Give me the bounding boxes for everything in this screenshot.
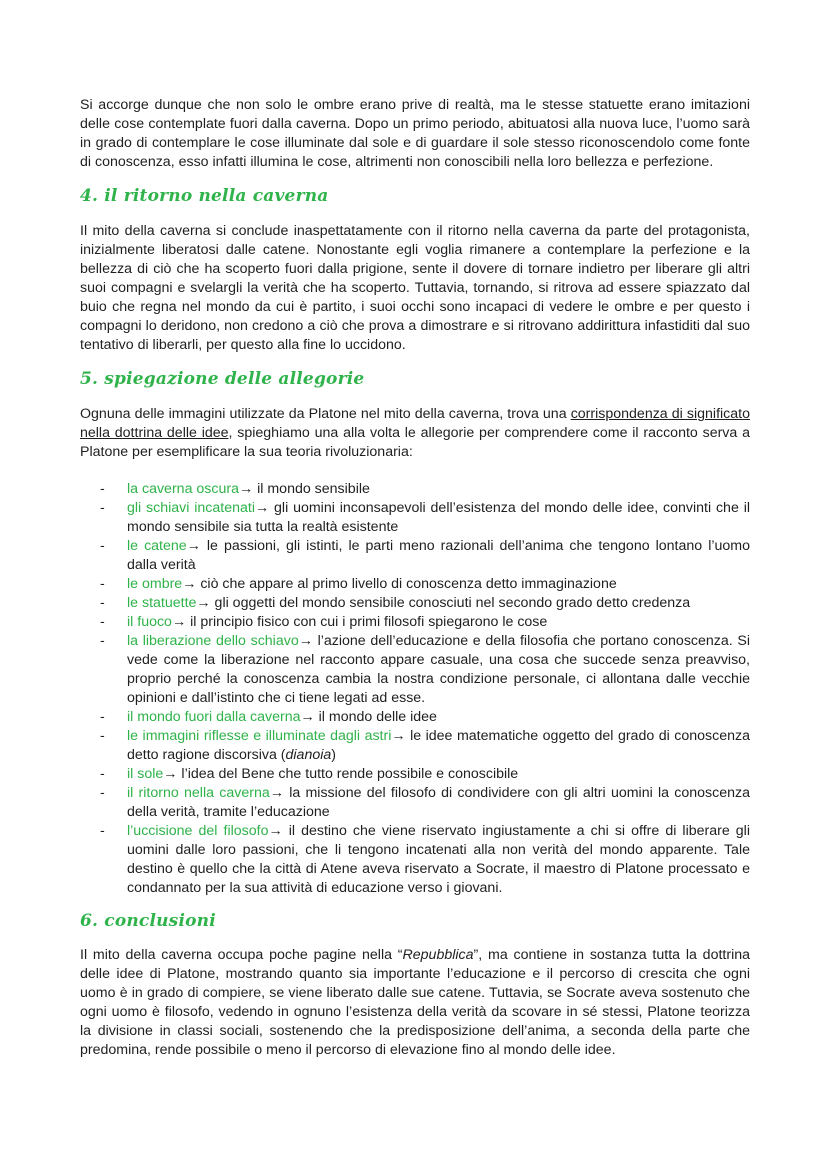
allegory-term: le statuette (127, 595, 197, 611)
allegory-term: la caverna oscura (127, 481, 239, 497)
intro-paragraph: Si accorge dunque che non solo le ombre erano prive di realtà, ma le stesse statuette erano imitazioni delle cose contemplate fuori dalla caverna. Dopo un primo periodo, abituatosi alla nuova luce, l’uomo sarà in grado di contemplare le cose illuminate dal sole e di guardare il sole stesso riconoscendolo come fonte di conoscenza, esso infatti illumina le cose, altrimenti non conoscibili nella loro bellezza e perfezione. (80, 97, 750, 170)
list-item (80, 632, 750, 708)
allegory-meaning: → l’idea del Bene che tutto rende possibile e conoscibile (163, 766, 519, 782)
allegory-meaning: → ciò che appare al primo livello di conoscenza detto immaginazione (182, 576, 617, 592)
list-item (80, 613, 750, 632)
list-item (80, 499, 750, 537)
heading-conclusioni: 6. conclusioni (80, 911, 216, 931)
allegory-meaning: → il destino che viene riservato ingiustamente a chi si offre di liberare gli uomini dalle loro passioni, che li tengono incatenati alla non verità del mondo apparente. Tale destino è quello che la città di Atene aveva riservato a Socrate, il maestro di Platone processato e condannato per la sua attività di educazione verso i giovani. (127, 823, 750, 896)
allegorie-intro-paragraph (80, 405, 750, 462)
list-item (80, 708, 750, 727)
list-item (80, 822, 750, 898)
list-item (80, 480, 750, 499)
ritorno-paragraph: Il mito della caverna si conclude inaspettatamente con il ritorno nella caverna da parte del protagonista, inizialmente liberatosi dalle catene. Nonostante egli voglia rimanere a contemplare la perfezione e la bellezza di ciò che ha scoperto fuori dalla prigione, sente il dovere di tornare indietro per liberare gli altri suoi compagni e svelargli la verità che ha scoperto. Tuttavia, tornando, si ritrova ad essere spiazzato dal buio che regna nel mondo da cui è partito, i suoi occhi sono incapaci di vedere le ombre e per questo i compagni lo deridono, non credono a ciò che prova a dimostrare e si ritrovano addirittura infastiditi dal suo tentativo di liberarli, per questo alla fine lo uccidono. (80, 223, 750, 353)
list-item (80, 727, 750, 765)
list-item (80, 575, 750, 594)
allegory-meaning: → le idee matematiche oggetto del grado di conoscenza detto ragione discorsiva ( (127, 728, 750, 763)
allegory-term: le immagini riflesse e illuminate dagli astri (127, 728, 392, 744)
list-item (80, 594, 750, 613)
heading-spiegazione-allegorie: 5. spiegazione delle allegorie (80, 369, 365, 389)
allegory-meaning: → l’azione dell’educazione e della filosofia che portano conoscenza. Si vede come la liberazione nel racconto appare casuale, una cosa che succede senza preavviso, proprio perché la conoscenza cambia la nostra condizione personale, ci allontana dalle vecchie opinioni e dall’istinto che ci tiene legati ad esse. (127, 633, 750, 706)
conclusioni-book-title: Repubblica (402, 947, 474, 963)
allegory-term: il mondo fuori dalla caverna (127, 709, 301, 725)
allegory-meaning: → le passioni, gli istinti, le parti meno razionali dell’anima che tengono lontano l’uomo dalla verità (127, 538, 750, 573)
allegory-meaning: → gli oggetti del mondo sensibile conosciuti nel secondo grado detto credenza (196, 595, 691, 611)
allegory-greek-term: dianoia (285, 747, 332, 763)
conclusioni-text-end: ”, ma contiene in sostanza tutta la dottrina delle idee di Platone, mostrando quanto sia importante l’educazione e il percorso di crescita che ogni uomo è in grado di compiere, se viene liberato dalle sue catene. Tuttavia, se Socrate aveva sostenuto che ogni uomo è filosofo, vedendo in ognuno l’esistenza della verità da scovare in sé stessi, Platone teorizza la divisione in classi sociali, sostenendo che la predisposizione dell’anima, a seconda della parte che predomina, rende possibile o meno il percorso di elevazione fino al mondo delle idee. (80, 947, 751, 1058)
allegory-term: la liberazione dello schiavo (127, 633, 299, 649)
list-item (80, 765, 750, 784)
allegory-term: le catene (127, 538, 187, 554)
allegory-meaning: → la missione del filosofo di condividere con gli altri uomini la conoscenza della verità, tramite l’educazione (127, 785, 751, 820)
allegory-closing-paren: ) (331, 747, 337, 763)
allegory-term: gli schiavi incatenati (127, 500, 255, 516)
allegory-term: il ritorno nella caverna (127, 785, 270, 801)
list-item (80, 537, 750, 575)
allegory-meaning: → gli uomini inconsapevoli dell’esistenza del mondo delle idee, convinti che il mondo sensibile sia tutta la realtà esistente (127, 500, 750, 535)
allegory-meaning: → il principio fisico con cui i primi filosofi spiegarono le cose (171, 614, 548, 630)
allegorie-intro-end: , spieghiamo una alla volta le allegorie per comprendere come il racconto serva a Platone per esemplificare la sua teoria rivoluzionaria: (80, 425, 750, 460)
allegory-term: il sole (127, 766, 164, 782)
allegory-term: l’uccisione del filosofo (127, 823, 269, 839)
conclusioni-text-start: Il mito della caverna occupa poche pagine nella “ (80, 947, 403, 963)
heading-ritorno-caverna: 4. il ritorno nella caverna (80, 186, 329, 206)
allegory-meaning: → il mondo sensibile (238, 481, 370, 497)
conclusioni-paragraph (80, 946, 750, 1060)
allegorie-intro-underlined: corrispondenza di significato nella dottrina delle idee (80, 406, 750, 441)
allegory-meaning: → il mondo delle idee (300, 709, 437, 725)
allegory-term: le ombre (127, 576, 183, 592)
allegorie-intro-start: Ognuna delle immagini utilizzate da Platone nel mito della caverna, trova una (80, 406, 571, 422)
allegory-term: il fuoco (127, 614, 172, 630)
allegorie-list (80, 480, 750, 898)
list-item (80, 784, 750, 822)
